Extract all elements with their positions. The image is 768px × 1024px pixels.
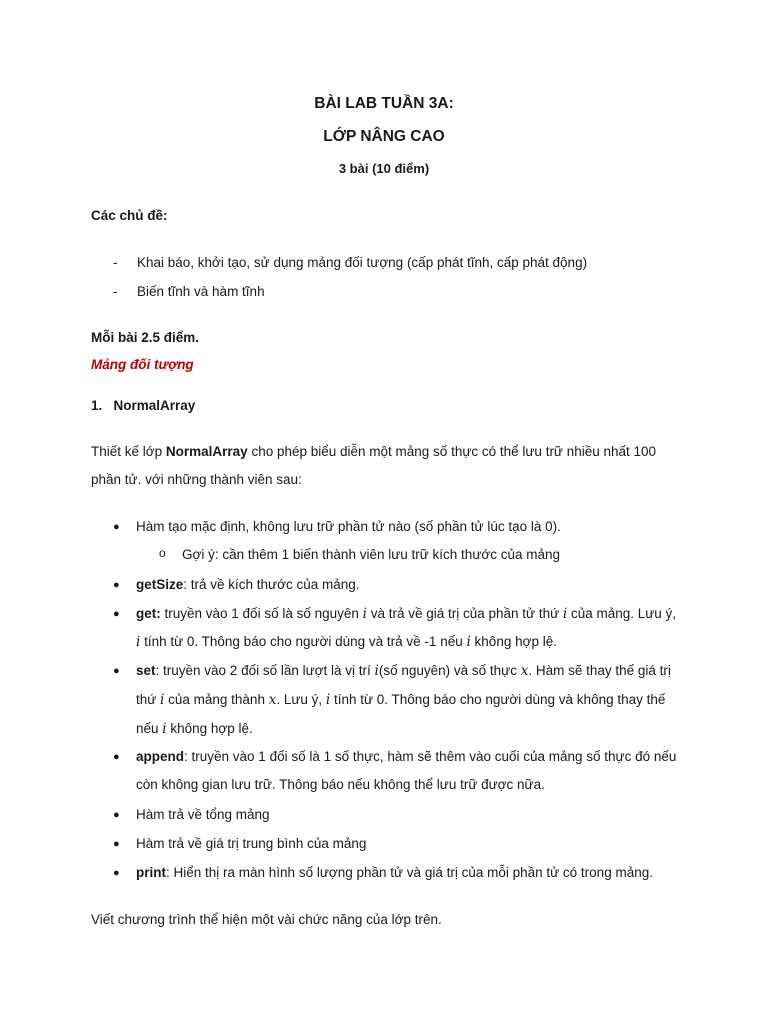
topics-heading: Các chủ đề:	[91, 208, 168, 223]
title-line-2: LỚP NÂNG CAO	[323, 128, 445, 145]
bullet-icon: ●	[113, 867, 120, 879]
exercise-name: NormalArray	[113, 398, 196, 413]
dash-marker: -	[113, 284, 118, 299]
exercise-number: 1.	[91, 398, 103, 413]
list-item-set-line-3: nếu i không hợp lệ.	[136, 721, 253, 737]
topic-item: Khai báo, khởi tạo, sử dụng mảng đối tượng (cấp phát tĩnh, cấp phát động)	[137, 255, 588, 270]
dash-marker: -	[113, 255, 118, 270]
class-name: NormalArray	[165, 444, 248, 459]
list-item-print: print: Hiển thị ra màn hình số lượng phần tử và giá trị của mỗi phần tử có trong mảng.	[136, 865, 653, 880]
bullet-icon: ●	[113, 521, 120, 533]
bullet-icon: ●	[113, 809, 120, 821]
list-item-average: Hàm trả về giá trị trung bình của mảng	[136, 836, 367, 851]
sub-bullet-icon: o	[159, 546, 166, 560]
list-item-sum: Hàm trả về tổng mảng	[136, 807, 270, 822]
bullet-icon: ●	[113, 579, 120, 591]
intro-line-2: phần tử. với những thành viên sau:	[91, 472, 302, 487]
title-line-1: BÀI LAB TUẦN 3A:	[314, 95, 454, 112]
list-item-constructor: Hàm tạo mặc định, không lưu trữ phần tử nào (số phần tử lúc tạo là 0).	[136, 519, 561, 534]
intro-line-1: Thiết kế lớp NormalArray cho phép biểu diễn một mảng số thực có thể lưu trữ nhiều nhất 100	[91, 444, 657, 459]
bullet-icon: ●	[113, 751, 120, 763]
list-item-set-line-2: thứ i của mảng thành x. Lưu ý, i tính từ 0. Thông báo cho người dùng và không thay thế	[136, 692, 666, 708]
closing-sentence: Viết chương trình thể hiện một vài chức năng của lớp trên.	[91, 912, 442, 927]
section-heading: Mảng đối tượng	[91, 357, 194, 372]
list-item-set-line-1: set: truyền vào 2 đối số lần lượt là vị trí i(số nguyên) và số thực x. Hàm sẽ thay thế giá trị	[136, 663, 671, 679]
list-item-get-line-1: get: truyền vào 1 đối số là số nguyên i và trả về giá trị của phần tử thứ i của mảng. Lưu ý,	[136, 606, 677, 622]
list-item-getsize: getSize: trả về kích thước của mảng.	[136, 577, 360, 592]
list-item-get-line-2: i tính từ 0. Thông báo cho người dùng và trả về -1 nếu i không hợp lệ.	[136, 634, 557, 650]
points-note: Mỗi bài 2.5 điểm.	[91, 330, 200, 345]
list-item-append-line-2: còn không gian lưu trữ. Thông báo nếu không thể lưu trữ được nữa.	[136, 777, 545, 792]
topic-item: Biến tĩnh và hàm tĩnh	[137, 284, 265, 299]
list-item-append-line-1: append: truyền vào 1 đối số là 1 số thực, hàm sẽ thêm vào cuối của mảng số thực đó nếu	[136, 749, 677, 764]
subtitle: 3 bài (10 điểm)	[338, 161, 430, 176]
bullet-icon: ●	[113, 838, 120, 850]
exercise-heading	[91, 398, 195, 413]
bullet-icon: ●	[113, 608, 120, 620]
bullet-icon: ●	[113, 665, 120, 677]
list-item-hint: Gợi ý: cần thêm 1 biến thành viên lưu trữ kích thước của mảng	[182, 547, 560, 562]
